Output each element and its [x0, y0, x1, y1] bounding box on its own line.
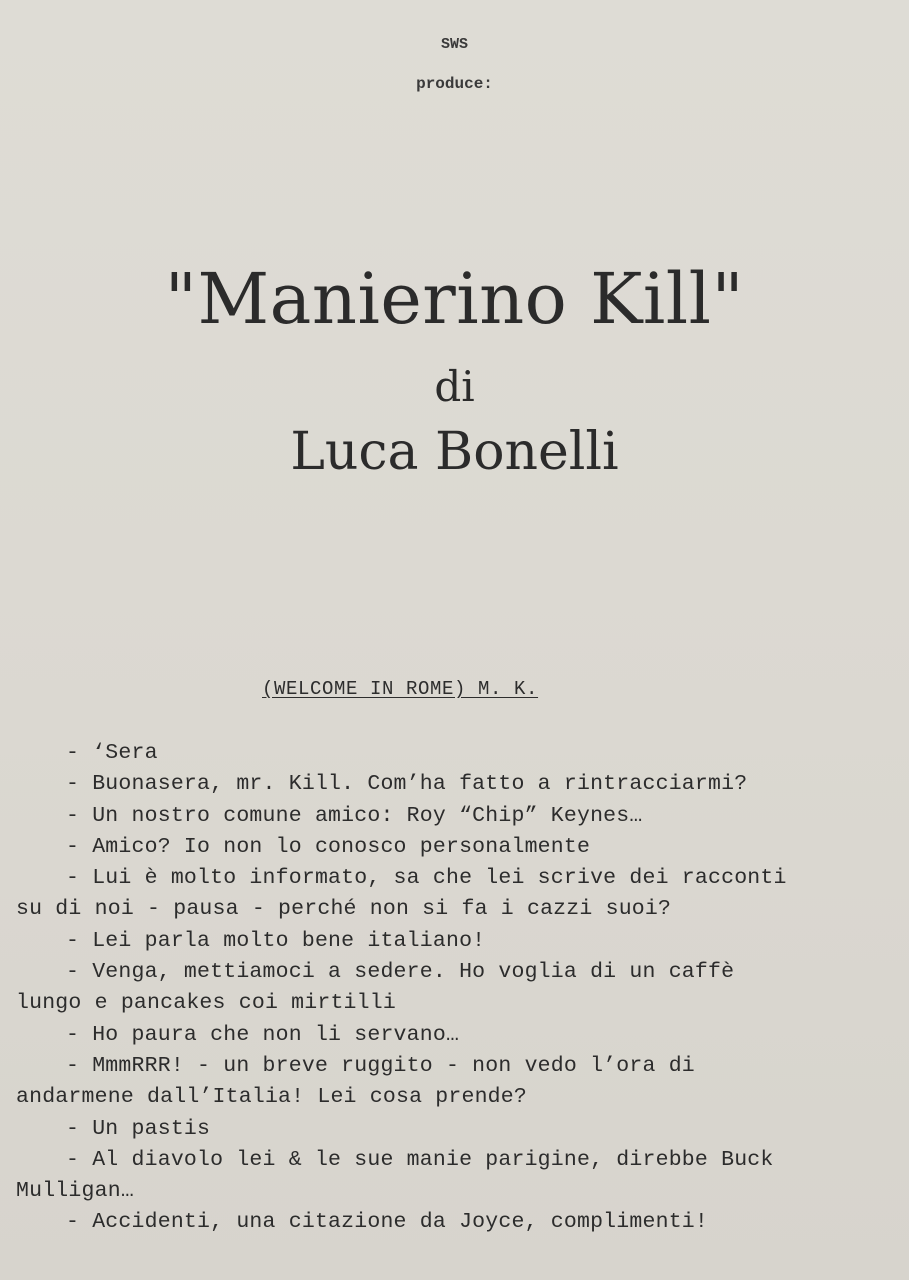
- text-line: - Al diavolo lei & le sue manie parigine, direbbe Buck: [66, 1147, 774, 1172]
- produce-label: produce:: [416, 75, 493, 93]
- by-label: di: [434, 362, 475, 411]
- book-title: "Manierino Kill": [164, 258, 745, 340]
- text-line: su di noi - pausa - perché non si fa i cazzi suoi?: [16, 897, 672, 922]
- chapter-heading: (WELCOME IN ROME) M. K.: [262, 678, 539, 700]
- text-line: - Ho paura che non li servano…: [66, 1022, 460, 1047]
- text-line: - Un pastis: [66, 1116, 211, 1141]
- publisher-name: SWS: [440, 36, 468, 53]
- text-line: - Lui è molto informato, sa che lei scrive dei racconti: [66, 866, 787, 891]
- text-line: - Amico? Io non lo conosco personalmente: [66, 834, 591, 859]
- text-line: - Venga, mettiamoci a sedere. Ho voglia di un caffè: [66, 960, 735, 985]
- text-line: lungo e pancakes coi mirtilli: [16, 991, 396, 1016]
- text-line: Mulligan…: [16, 1179, 134, 1204]
- text-line: - ‘Sera: [66, 741, 158, 765]
- dialogue-text: [16, 738, 878, 1239]
- author-name: Luca Bonelli: [290, 422, 619, 482]
- text-line: - MmmRRR! - un breve ruggito - non vedo l’ora di: [66, 1053, 695, 1078]
- text-line: - Lei parla molto bene italiano!: [66, 928, 486, 953]
- text-line: - Accidenti, una citazione da Joyce, complimenti!: [66, 1210, 709, 1235]
- text-line: - Un nostro comune amico: Roy “Chip” Keynes…: [66, 803, 643, 828]
- text-line: - Buonasera, mr. Kill. Com’ha fatto a rintracciarmi?: [66, 772, 748, 797]
- text-line: andarmene dall’Italia! Lei cosa prende?: [16, 1085, 527, 1110]
